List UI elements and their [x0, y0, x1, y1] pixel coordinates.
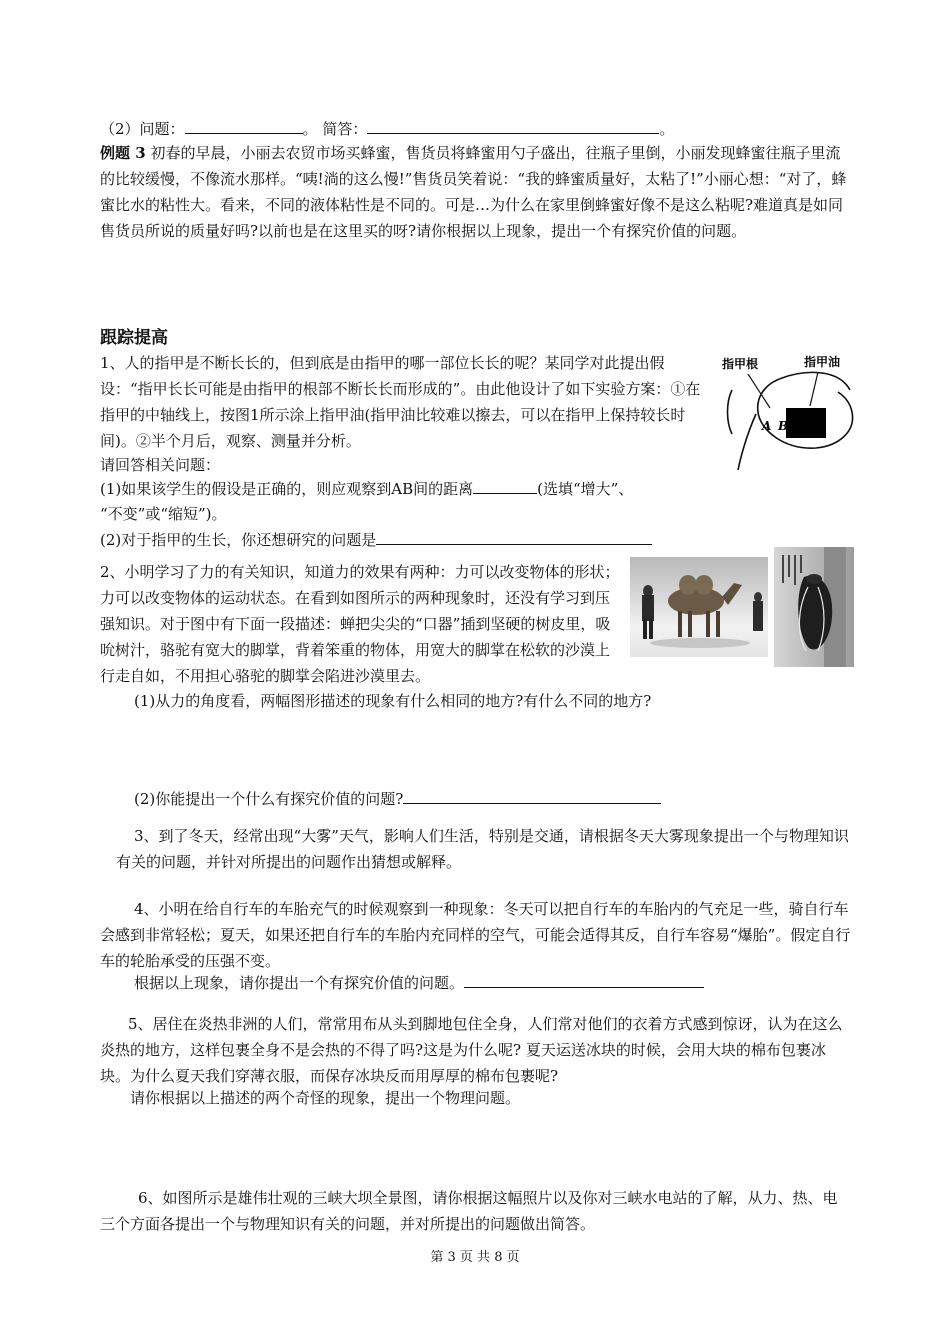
cicada-photo	[774, 547, 854, 667]
question-1-sub1-line2: “不变”或“缩短”)。	[100, 505, 227, 523]
label-point-b: B	[778, 419, 789, 433]
question-1-sub2	[100, 527, 852, 553]
question-2-sub1: (1)从力的角度看，两幅图形描述的现象有什么相同的地方?有什么不同的地方?	[134, 692, 652, 710]
answer-blank[interactable]	[185, 117, 303, 134]
example-3	[100, 140, 852, 244]
page-footer: 第 3 页 共 8 页	[430, 1250, 520, 1265]
question-5-ask: 请你根据以上描述的两个奇怪的现象，提出一个物理问题。	[130, 1089, 521, 1107]
question-6-text: 6、如图所示是雄伟壮观的三峡大坝全景图，请你根据这幅照片以及你对三峡水电站的了解，从力、热、电三个方面各提出一个与物理知识有关的问题，并对所提出的问题做出简答。	[100, 1189, 838, 1233]
example-3-label: 例题 3	[100, 144, 146, 162]
question-4-ask	[134, 970, 852, 996]
answer-blank[interactable]	[403, 787, 661, 804]
question-2-sub2-text: (2)你能提出一个什么有探究价值的问题?	[134, 790, 404, 808]
answer-blank[interactable]	[473, 477, 537, 494]
question-4-text: 4、小明在给自行车的车胎充气的时候观察到一种现象：冬天可以把自行车的车胎内的气充足一些，骑自行车会感到非常轻松；夏天，如果还把自行车的车胎内充同样的空气，可能会适得其反，自行车容易“爆胎”。假定自行车的轮胎承受的压强不变。	[100, 900, 851, 970]
prev-question-prefix: （2）问题：	[100, 120, 185, 138]
answer-blank[interactable]	[376, 528, 652, 545]
question-1-sub1	[100, 476, 852, 502]
label-nail-polish: 指甲油	[804, 355, 841, 369]
prev-question-mid: 。 简答：	[302, 120, 368, 138]
fingernail-diagram	[712, 350, 858, 474]
label-point-a: A	[762, 419, 772, 433]
example-3-text: 初春的早晨，小丽去农贸市场买蜂蜜，售货员将蜂蜜用勺子盛出，往瓶子里倒，小丽发现蜂蜜往瓶子里流的比较缓慢，不像流水那样。“咦!淌的这么慢!”售货员笑着说：“我的蜂蜜质量好，太粘了!”小丽心想：“对了，蜂蜜比水的粘性大。看来，不同的液体粘性是不同的。可是…为什么在家里倒蜂蜜好像不是这么粘呢?难道真是如同售货员所说的质量好吗?以前也是在这里买的呀?请你根据以上现象，提出一个有探究价值的问题。	[100, 144, 847, 240]
question-1-sub2-text: (2)对于指甲的生长，你还想研究的问题是	[100, 531, 377, 549]
prev-question-suffix: 。	[659, 120, 675, 138]
question-3-text: 3、到了冬天，经常出现“大雾”天气，影响人们生活，特别是交通，请根据冬天大雾现象提出一个与物理知识有关的问题，并针对所提出的问题作出猜想或解释。	[116, 827, 849, 871]
label-nail-root: 指甲根	[722, 357, 759, 371]
answer-blank[interactable]	[464, 971, 704, 988]
section-title: 跟踪提高	[100, 328, 168, 348]
question-2-sub2	[134, 786, 852, 812]
question-5-text: 5、居住在炎热非洲的人们，常常用布从头到脚地包住全身，人们常对他们的衣着方式感到惊讶，认为在这么炎热的地方，这样包裹全身不是会热的不得了吗?这是为什么呢? 夏天运送冰块的时候，会用大块的棉布包裹冰块。为什么夏天我们穿薄衣服，而保存冰块反而用厚厚的棉布包裹呢?	[100, 1015, 843, 1085]
camel-photo	[630, 557, 768, 657]
question-1-sub1-prefix: (1)如果该学生的假设是正确的，则应观察到AB间的距离	[100, 480, 474, 498]
answer-blank[interactable]	[367, 117, 659, 134]
prev-question-line	[100, 116, 852, 142]
question-1-text: 1、人的指甲是不断长长的，但到底是由指甲的哪一部位长长的呢？某同学对此提出假设：“指甲长长可能是由指甲的根部不断长长而形成的”。由此他设计了如下实验方案：①在指甲的中轴线上，按图1所示涂上指甲油(指甲油比较难以擦去，可以在指甲上保持较长时间)。②半个月后，观察、测量并分析。	[100, 354, 701, 450]
question-4-ask-text: 根据以上现象，请你提出一个有探究价值的问题。	[134, 974, 465, 992]
question-1-ask: 请回答相关问题：	[100, 456, 221, 474]
question-1-sub1-suffix: (选填“增大”、	[537, 480, 634, 498]
question-2-text: 2、小明学习了力的有关知识，知道力的效果有两种：力可以改变物体的形状；力可以改变物体的运动状态。在看到如图所示的两种现象时，还没有学习到压强知识。对于图中有下面一段描述：蝉把尖尖的“口器”插到坚硬的树皮里，吸吮树汁，骆驼有宽大的脚掌，背着笨重的物体，用宽大的脚掌在松软的沙漠上行走自如，不用担心骆驼的脚掌会陷进沙漠里去。	[100, 563, 620, 685]
